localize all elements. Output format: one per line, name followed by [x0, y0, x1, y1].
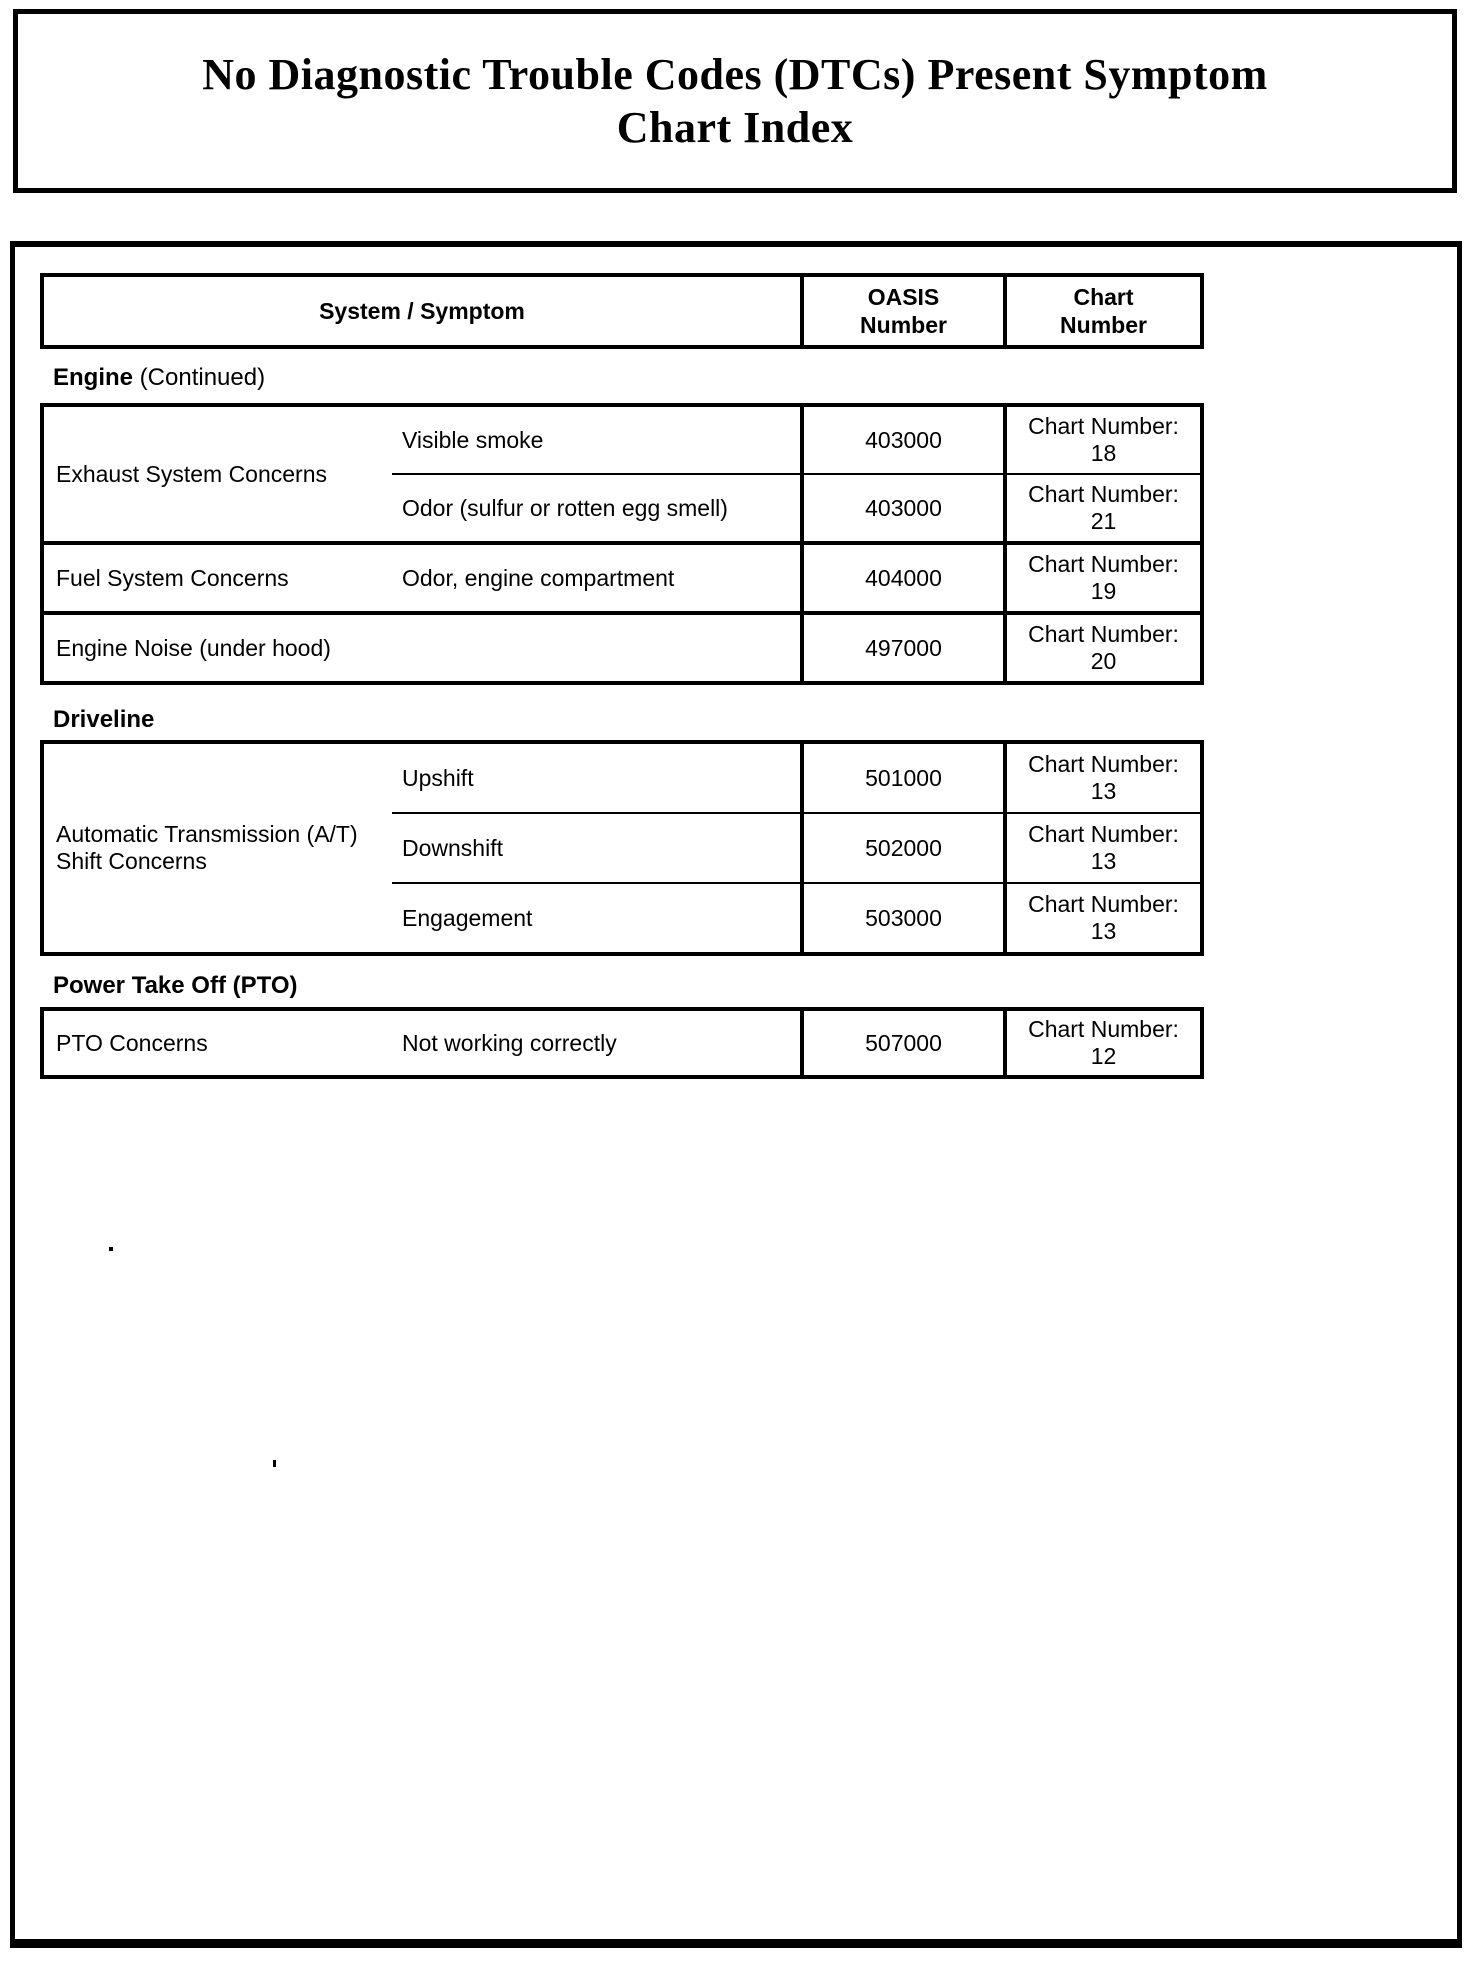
- system-cell: Fuel System Concerns: [42, 543, 392, 613]
- section-label-driveline: [53, 706, 154, 734]
- symptom-cell: Downshift: [392, 813, 802, 883]
- section-label-engine-suffix: (Continued): [133, 364, 266, 391]
- chart-cell-number: 20: [1090, 648, 1117, 674]
- section-label-pto-bold: Power Take Off (PTO): [53, 972, 298, 999]
- chart-cell-number: 13: [1090, 918, 1117, 944]
- chart-cell-number: 13: [1090, 778, 1117, 804]
- chart-cell: [1005, 613, 1202, 683]
- section-label-engine: [53, 364, 265, 392]
- table-row: [42, 613, 1202, 683]
- table-row: [42, 543, 1202, 613]
- oasis-cell: 497000: [802, 613, 1005, 683]
- symptom-cell: Upshift: [402, 764, 474, 791]
- system-cell: Automatic Transmission (A/T) Shift Concerns: [56, 821, 358, 874]
- chart-cell-label: Chart Number:: [1028, 481, 1179, 507]
- chart-cell-label: Chart Number:: [1028, 621, 1179, 647]
- title-box: [13, 9, 1457, 193]
- chart-cell: [1005, 474, 1202, 543]
- chart-cell-number: 12: [1090, 1043, 1117, 1069]
- symptom-cell: Engagement: [392, 883, 802, 954]
- chart-cell: [1005, 813, 1202, 883]
- symptom-table-pto: [40, 1007, 1204, 1079]
- oasis-header-line-2: Number: [860, 312, 947, 338]
- column-header-system-symptom: System / Symptom: [42, 275, 802, 347]
- column-header-chart-number: [1005, 275, 1202, 347]
- chart-cell: [1005, 883, 1202, 954]
- page-title-line-1: No Diagnostic Trouble Codes (DTCs) Present Symptom: [202, 50, 1268, 99]
- chart-cell-label: Chart Number:: [1028, 821, 1179, 847]
- symptom-table-driveline: [40, 740, 1204, 956]
- symptom-cell: Visible smoke: [402, 426, 544, 453]
- oasis-cell: 501000: [802, 742, 1005, 813]
- page-title: [202, 48, 1268, 154]
- oasis-cell: 503000: [802, 883, 1005, 954]
- chart-cell-label: Chart Number:: [1028, 891, 1179, 917]
- section-label-driveline-bold: Driveline: [53, 706, 155, 733]
- page-title-line-2: Chart Index: [616, 103, 854, 152]
- table-row: [42, 1009, 1202, 1077]
- content-box: [10, 241, 1462, 1948]
- chart-header-line-2: Number: [1060, 312, 1147, 338]
- oasis-cell: 403000: [802, 474, 1005, 543]
- stray-mark: [273, 1460, 276, 1467]
- chart-cell-label: Chart Number:: [1028, 413, 1179, 439]
- table-row: [42, 742, 1202, 813]
- chart-cell: [1005, 543, 1202, 613]
- system-cell: PTO Concerns: [56, 1029, 208, 1056]
- chart-cell-number: 13: [1090, 848, 1117, 874]
- symptom-cell: Odor (sulfur or rotten egg smell): [392, 474, 802, 543]
- section-label-pto: [53, 972, 298, 1000]
- chart-cell: [1005, 405, 1202, 474]
- chart-cell-number: 21: [1090, 508, 1117, 534]
- chart-cell-label: Chart Number:: [1028, 551, 1179, 577]
- oasis-cell: 404000: [802, 543, 1005, 613]
- stray-mark: [109, 1247, 113, 1251]
- symptom-cell: Odor, engine compartment: [392, 543, 802, 613]
- chart-header-line-1: Chart: [1073, 284, 1134, 310]
- chart-cell-label: Chart Number:: [1028, 751, 1179, 777]
- header-row: [42, 275, 1202, 347]
- column-header-oasis-number: [802, 275, 1005, 347]
- symptom-table-engine: [40, 403, 1204, 685]
- chart-cell-number: 18: [1090, 440, 1117, 466]
- chart-cell-label: Chart Number:: [1028, 1016, 1179, 1042]
- symptom-cell: Not working correctly: [402, 1029, 617, 1056]
- section-label-engine-bold: Engine: [53, 364, 134, 391]
- system-cell: Exhaust System Concerns: [56, 460, 328, 487]
- chart-cell-number: 19: [1090, 578, 1117, 604]
- oasis-cell: 403000: [802, 405, 1005, 474]
- chart-cell: [1005, 742, 1202, 813]
- index-header-table: [40, 273, 1204, 349]
- system-cell: Engine Noise (under hood): [42, 613, 802, 683]
- oasis-header-line-1: OASIS: [867, 284, 940, 310]
- chart-cell: [1005, 1009, 1202, 1077]
- table-row: [42, 405, 1202, 474]
- oasis-cell: 502000: [802, 813, 1005, 883]
- oasis-cell: 507000: [802, 1009, 1005, 1077]
